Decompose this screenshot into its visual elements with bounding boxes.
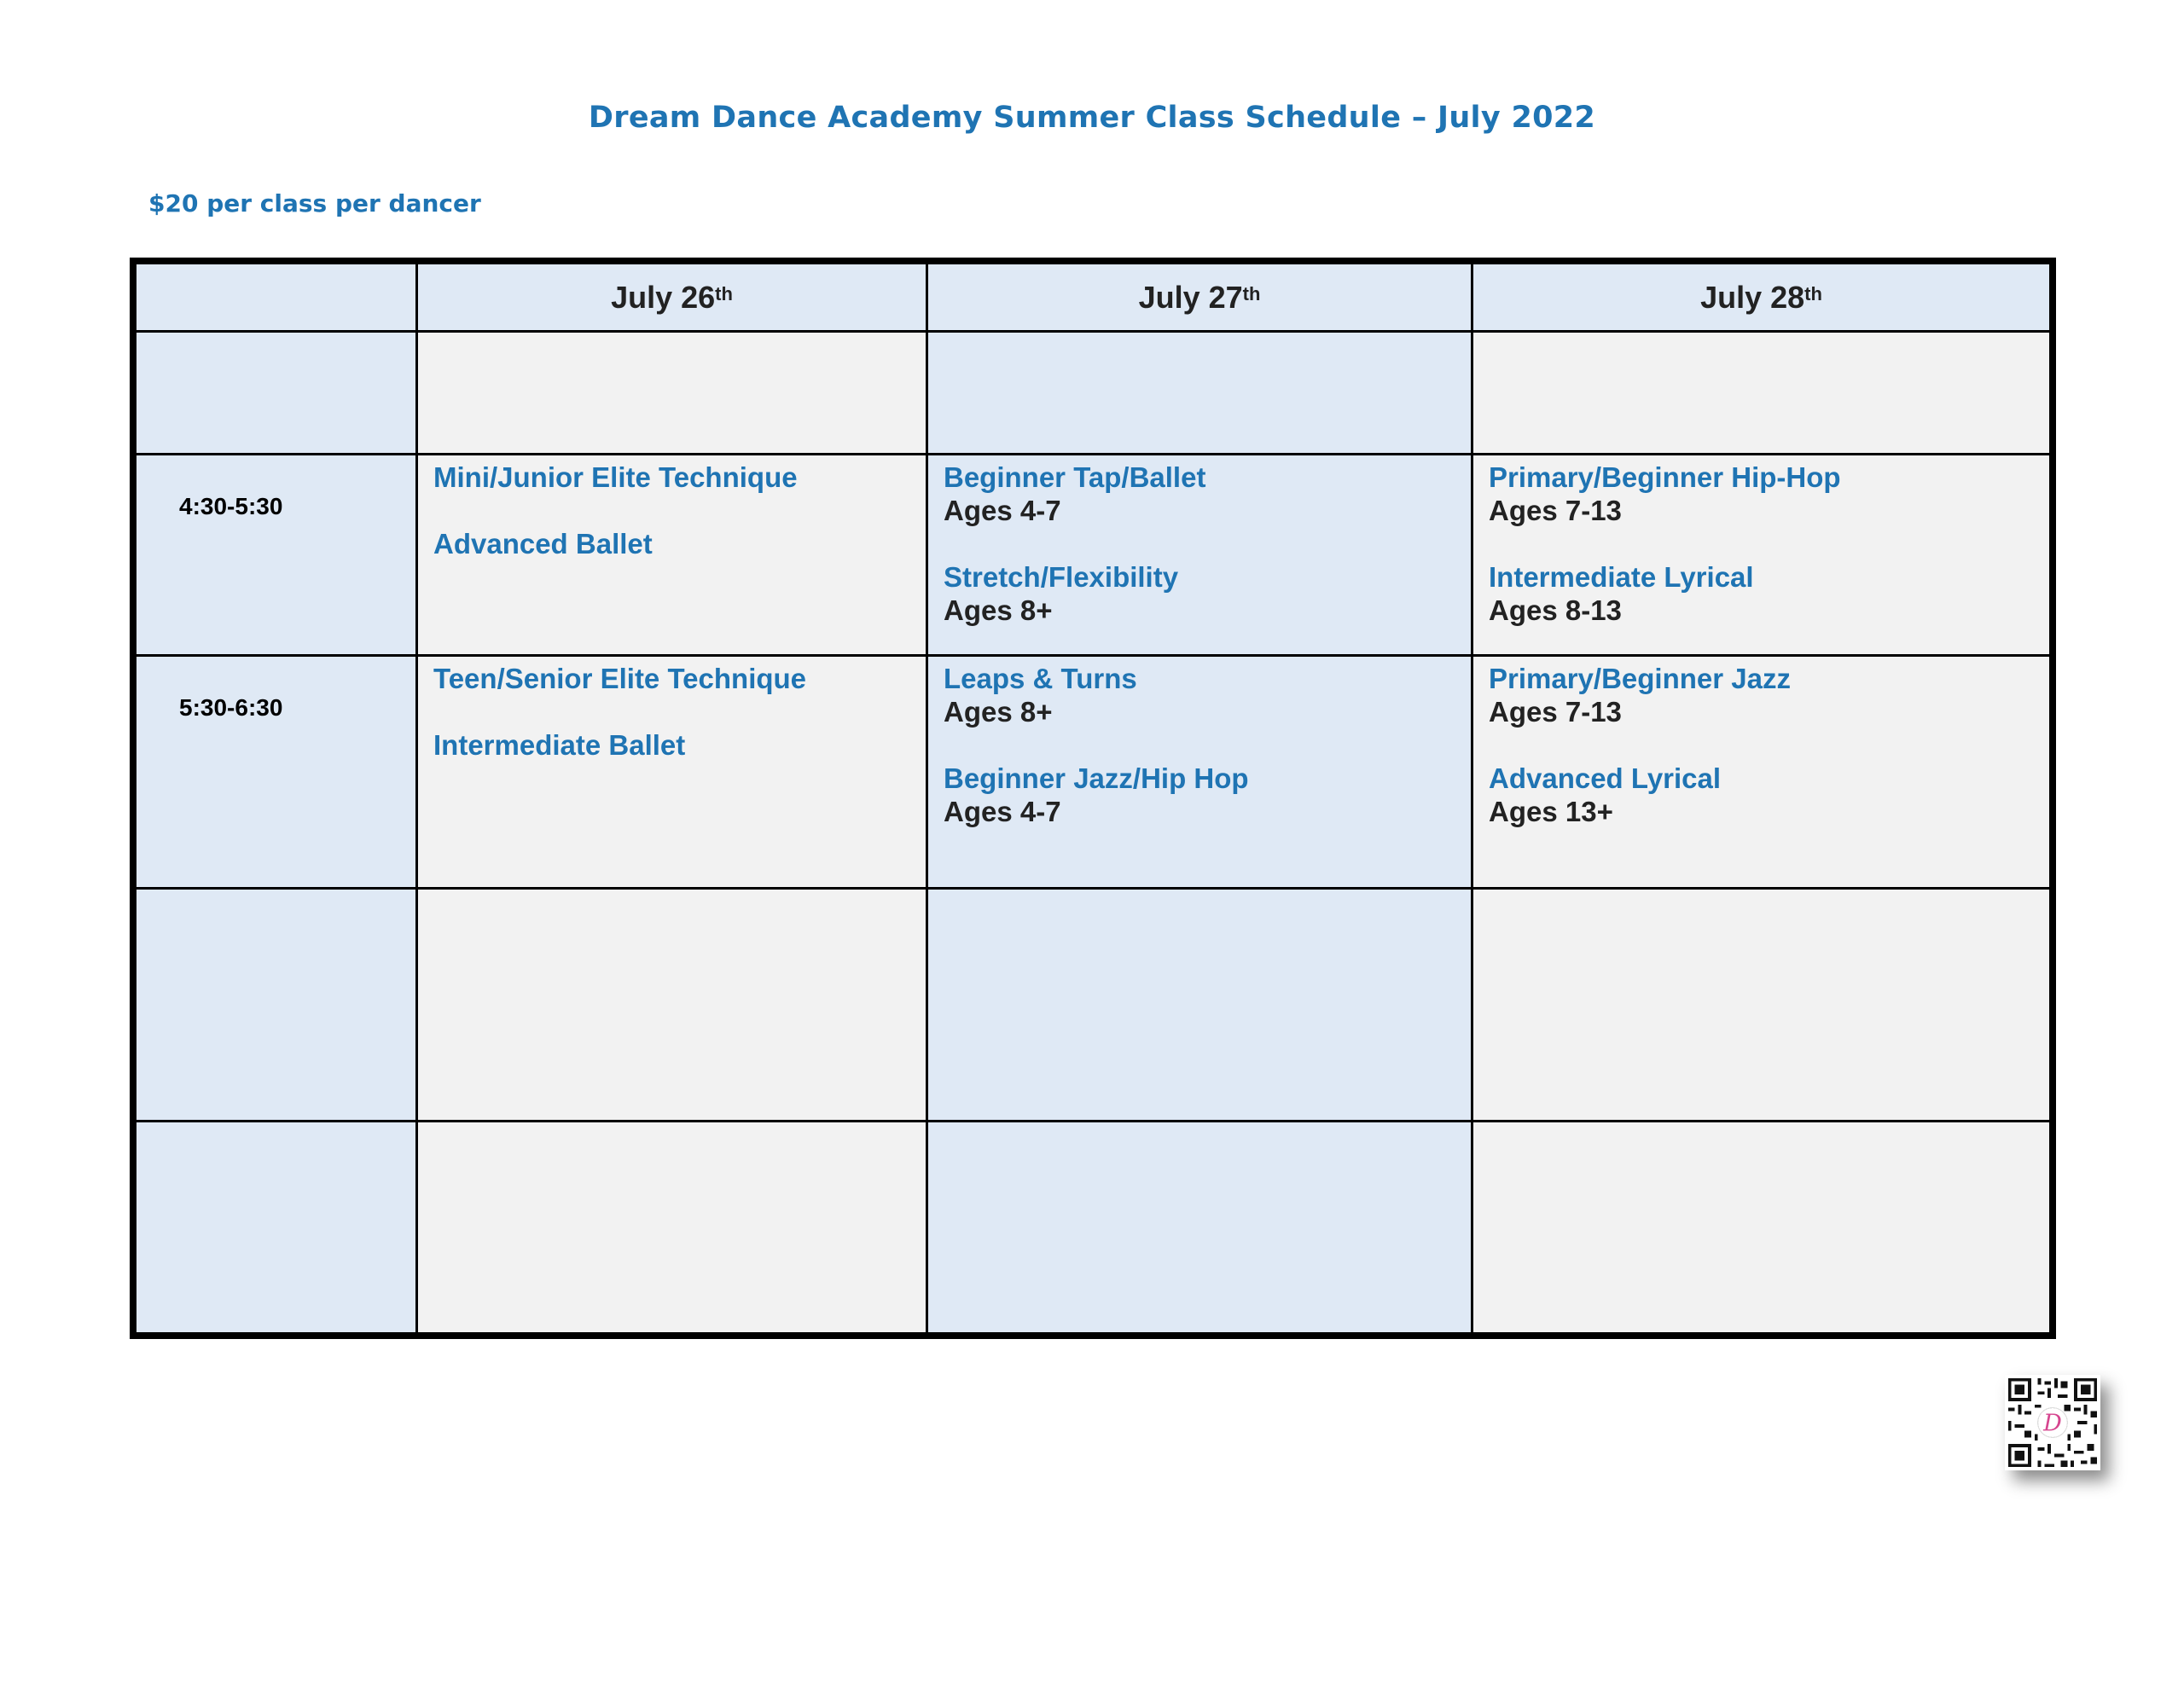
- class-ages: Ages 8+: [944, 594, 1053, 626]
- time-cell: [136, 455, 418, 657]
- day-header-1: [418, 264, 928, 333]
- schedule-cell: [928, 657, 1473, 890]
- class-ages: Ages 7-13: [1489, 495, 1622, 526]
- schedule-cell: [418, 1122, 928, 1332]
- time-cell: [136, 657, 418, 890]
- price-note: $20 per class per dancer: [148, 189, 481, 217]
- day-header-3: [1473, 264, 2049, 333]
- day-header-label: July 27: [1138, 279, 1243, 315]
- class-name: Beginner Tap/Ballet: [944, 461, 1206, 493]
- class-name: Intermediate Lyrical: [1489, 561, 1754, 593]
- class-name: Advanced Lyrical: [1489, 762, 1722, 794]
- time-cell: [136, 1122, 418, 1332]
- page-title: Dream Dance Academy Summer Class Schedule – July 2022: [588, 101, 1596, 135]
- day-header-suffix: th: [715, 282, 733, 304]
- day-header-label: July 26: [611, 279, 716, 315]
- time-label: 4:30-5:30: [179, 493, 283, 519]
- day-header-2: [928, 264, 1473, 333]
- schedule-cell: [418, 657, 928, 890]
- schedule-table: [130, 258, 2056, 1339]
- class-ages: Ages 7-13: [1489, 696, 1622, 728]
- class-ages: Ages 8+: [944, 696, 1053, 728]
- class-name: Beginner Jazz/Hip Hop: [944, 762, 1249, 794]
- schedule-cell: [928, 890, 1473, 1122]
- svg-text:D: D: [2043, 1410, 2062, 1437]
- class-name: Primary/Beginner Hip-Hop: [1489, 461, 1841, 493]
- class-name: Leaps & Turns: [944, 663, 1137, 694]
- day-header-suffix: th: [1804, 282, 1822, 304]
- schedule-cell: [418, 455, 928, 657]
- class-ages: Ages 8-13: [1489, 594, 1622, 626]
- class-name: Primary/Beginner Jazz: [1489, 663, 1791, 694]
- schedule-cell: [1473, 333, 2049, 455]
- class-name: Mini/Junior Elite Technique: [433, 461, 798, 493]
- schedule-cell: [928, 333, 1473, 455]
- class-name: Teen/Senior Elite Technique: [433, 663, 807, 694]
- class-name: Advanced Ballet: [433, 528, 653, 559]
- class-ages: Ages 4-7: [944, 796, 1061, 827]
- schedule-cell: [418, 890, 928, 1122]
- schedule-cell: [1473, 657, 2049, 890]
- class-ages: Ages 4-7: [944, 495, 1061, 526]
- day-header-label: July 28: [1700, 279, 1805, 315]
- schedule-cell: [418, 333, 928, 455]
- class-name: Stretch/Flexibility: [944, 561, 1179, 593]
- class-name: Intermediate Ballet: [433, 729, 686, 761]
- schedule-cell: [1473, 890, 2049, 1122]
- time-cell: [136, 890, 418, 1122]
- time-label: 5:30-6:30: [179, 694, 283, 721]
- schedule-cell: [928, 455, 1473, 657]
- schedule-cell: [1473, 455, 2049, 657]
- schedule-cell: [928, 1122, 1473, 1332]
- class-ages: Ages 13+: [1489, 796, 1613, 827]
- qr-code-icon: [2005, 1375, 2100, 1470]
- corner-cell: [136, 264, 418, 333]
- schedule-cell: [1473, 1122, 2049, 1332]
- day-header-suffix: th: [1242, 282, 1261, 304]
- time-cell: [136, 333, 418, 455]
